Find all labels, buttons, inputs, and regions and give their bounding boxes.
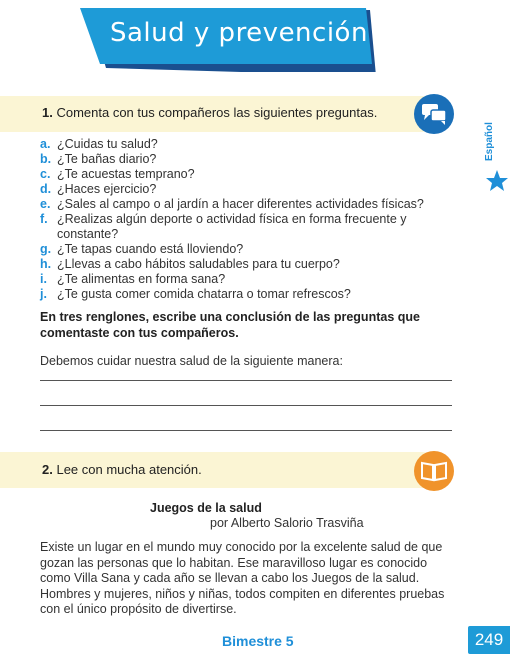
list-item: a. ¿Cuidas tu salud? [40,137,158,151]
activity-2-number: 2. [42,462,53,477]
activity-1-number: 1. [42,105,53,120]
reading-paragraph: Existe un lugar en el mundo muy conocido por la excelente salud de que gozan las personas que lo habitan. Ese maravilloso lugar es conocido como Villa Sana y cada año se llevan a cabo los Juegos de la salud. Hombres y mujeres, niños y niñas, todos compiten en diferentes pruebas con el único propósito de divertirse. [40,540,445,616]
reading-title: Juegos de la salud [150,501,262,515]
list-item: i. ¿Te alimentas en forma sana? [40,272,226,286]
answer-prompt: Debemos cuidar nuestra salud de la siguiente manera: [40,354,343,368]
page-number: 249 [468,626,510,654]
list-item: b. ¿Te bañas diario? [40,152,157,166]
subject-label: Español [484,122,495,162]
activity-2-text: Lee con mucha atención. [56,462,202,477]
list-item: g. ¿Te tapas cuando está lloviendo? [40,242,244,256]
list-item: f. ¿Realizas algún deporte o actividad física en forma frecuente y constante? [40,212,407,241]
conclusion-instruction: En tres renglones, escribe una conclusión de las preguntas que comentaste con tus compañeros. [40,310,420,340]
speech-bubbles-icon [414,94,454,134]
reading-author: por Alberto Salorio Trasviña [210,516,364,530]
list-item: h. ¿Llevas a cabo hábitos saludables para tu cuerpo? [40,257,340,271]
activity-2-instruction [42,462,202,477]
bimestre-label: Bimestre 5 [222,633,294,649]
page-title: Salud y prevención [110,18,368,48]
questions-list [40,137,460,302]
activity-1-text: Comenta con tus compañeros las siguientes preguntas. [56,105,378,120]
open-book-icon [414,451,454,491]
list-item: d. ¿Haces ejercicio? [40,182,157,196]
answer-line-2[interactable] [40,405,452,406]
list-item: e. ¿Sales al campo o al jardín a hacer diferentes actividades físicas? [40,197,424,211]
activity-1-instruction [42,105,377,120]
list-item: j. ¿Te gusta comer comida chatarra o tomar refrescos? [40,287,351,301]
list-item: c. ¿Te acuestas temprano? [40,167,195,181]
answer-line-3[interactable] [40,430,452,431]
answer-line-1[interactable] [40,380,452,381]
